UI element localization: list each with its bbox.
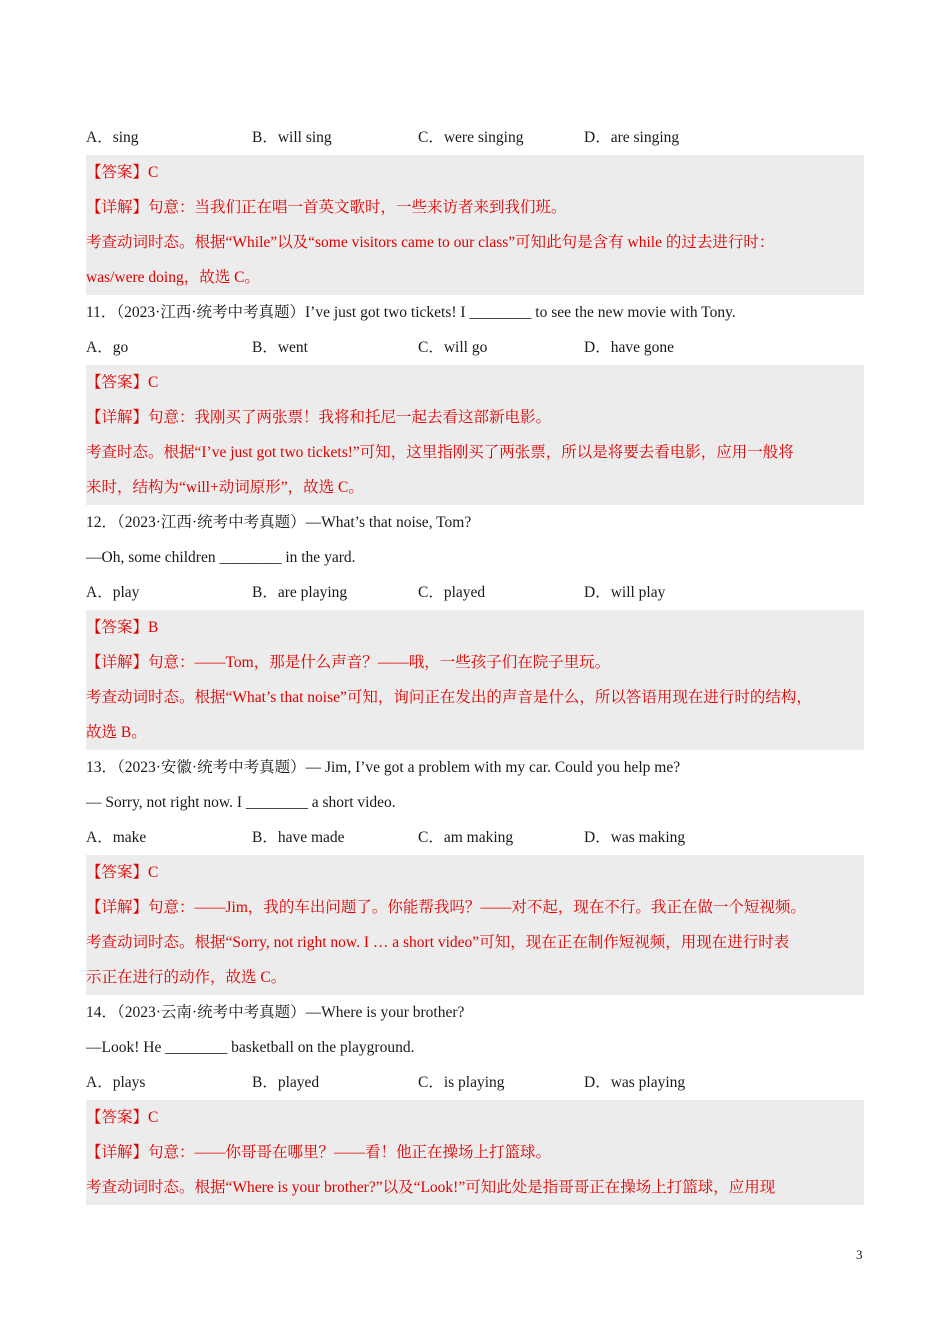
question-stem: 14．（2023·云南·统考中考真题）—Where is your brother? <box>86 1004 465 1021</box>
page-number: 3 <box>856 1247 863 1262</box>
question-item-12 <box>86 505 866 750</box>
option-a: A．play <box>86 584 140 601</box>
answer-key: 【答案】B <box>86 619 159 636</box>
question-item-13 <box>86 750 866 995</box>
answer-explanation: 考查动词时态。根据“While”以及“some visitors came to our class”可知此句是含有 while 的过去进行时： <box>86 234 775 251</box>
answer-translation: 【详解】句意：——Tom，那是什么声音？——哦，一些孩子们在院子里玩。 <box>86 654 611 671</box>
answer-block <box>86 365 864 505</box>
option-c: C．is playing <box>418 1074 505 1091</box>
option-a: A．go <box>86 339 129 356</box>
answer-explanation-cont: 示正在进行的动作，故选 C。 <box>86 969 287 986</box>
answer-block <box>86 855 864 995</box>
options-row <box>86 120 866 155</box>
answer-block <box>86 610 864 750</box>
question-stem: 12．（2023·江西·统考中考真题）—What’s that noise, Tom? <box>86 514 472 531</box>
answer-key: 【答案】C <box>86 1109 159 1126</box>
options-row <box>86 330 866 365</box>
answer-key: 【答案】C <box>86 864 159 881</box>
option-c: C．will go <box>418 339 488 356</box>
answer-key: 【答案】C <box>86 164 159 181</box>
option-b: B．played <box>252 1074 320 1091</box>
option-d: D．are singing <box>584 129 680 146</box>
answer-translation: 【详解】句意：——你哥哥在哪里？——看！他正在操场上打篮球。 <box>86 1144 552 1161</box>
answer-block <box>86 1100 864 1205</box>
answer-block <box>86 155 864 295</box>
answer-explanation-cont: 故选 B。 <box>86 724 147 741</box>
answer-translation: 【详解】句意：我刚买了两张票！我将和托尼一起去看这部新电影。 <box>86 409 552 426</box>
options-row <box>86 575 866 610</box>
option-b: B．have made <box>252 829 345 846</box>
answer-explanation-cont: was/were doing，故选 C。 <box>86 269 260 286</box>
option-d: D．will play <box>584 584 666 601</box>
question-stem: 11．（2023·江西·统考中考真题）I’ve just got two tickets! I ________ to see the new movie with Tony. <box>86 304 736 321</box>
answer-key: 【答案】C <box>86 374 159 391</box>
answer-translation: 【详解】句意：当我们正在唱一首英文歌时，一些来访者来到我们班。 <box>86 199 567 216</box>
option-c: C．played <box>418 584 486 601</box>
exercise-list <box>86 120 866 1205</box>
option-a: A．make <box>86 829 147 846</box>
option-b: B．will sing <box>252 129 332 146</box>
option-c: C．were singing <box>418 129 524 146</box>
options-row <box>86 1065 866 1100</box>
option-a: A．sing <box>86 129 139 146</box>
question-stem-cont: — Sorry, not right now. I ________ a short video. <box>86 794 396 811</box>
question-stem-cont: —Oh, some children ________ in the yard. <box>86 549 356 566</box>
answer-explanation: 考查动词时态。根据“What’s that noise”可知，询问正在发出的声音是什么，所以答语用现在进行时的结构， <box>86 689 812 706</box>
answer-explanation: 考查动词时态。根据“Sorry, not right now. I … a short video”可知，现在正在制作短视频，用现在进行时表 <box>86 934 790 951</box>
question-item-14 <box>86 995 866 1205</box>
answer-explanation-cont: 来时，结构为“will+动词原形”，故选 C。 <box>86 479 364 496</box>
option-b: B．went <box>252 339 308 356</box>
answer-translation: 【详解】句意：——Jim，我的车出问题了。你能帮我吗？——对不起，现在不行。我正在做一个短视频。 <box>86 899 806 916</box>
option-c: C．am making <box>418 829 514 846</box>
question-stem-cont: —Look! He ________ basketball on the playground. <box>86 1039 415 1056</box>
question-stem: 13．（2023·安徽·统考中考真题）— Jim, I’ve got a problem with my car. Could you help me? <box>86 759 681 776</box>
options-row <box>86 820 866 855</box>
question-item-11 <box>86 295 866 505</box>
answer-explanation: 考查动词时态。根据“Where is your brother?”以及“Look!”可知此处是指哥哥正在操场上打篮球，应用现 <box>86 1179 776 1196</box>
option-b: B．are playing <box>252 584 348 601</box>
question-item-10 <box>86 120 866 295</box>
option-d: D．was playing <box>584 1074 686 1091</box>
option-d: D．was making <box>584 829 686 846</box>
answer-explanation: 考查时态。根据“I’ve just got two tickets!”可知，这里指刚买了两张票，所以是将要去看电影，应用一般将 <box>86 444 794 461</box>
option-d: D．have gone <box>584 339 674 356</box>
option-a: A．plays <box>86 1074 146 1091</box>
